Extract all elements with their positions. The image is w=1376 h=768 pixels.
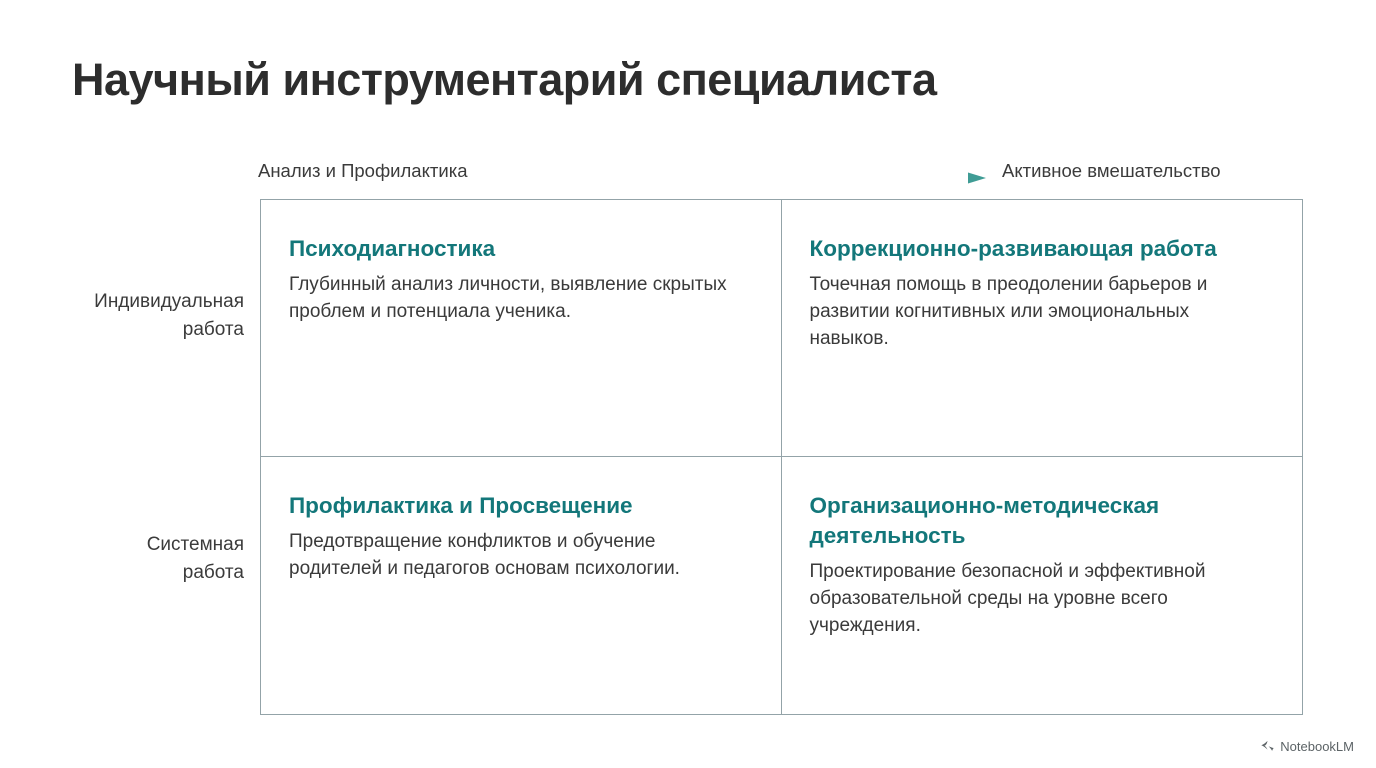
quadrant-body: Проектирование безопасной и эффективной образовательной среды на уровне всего учреждения.	[809, 561, 1206, 637]
arrow-right-icon	[560, 172, 986, 184]
page-title: Научный инструментарий специалиста	[72, 54, 937, 105]
brand-label: NotebookLM	[1280, 739, 1354, 754]
quadrant-title: Профилактика и Просвещение	[289, 493, 633, 518]
quadrant-cell-correctional-development	[782, 200, 1303, 457]
axis-row	[72, 160, 1304, 194]
quadrant-body: Предотвращение конфликтов и обучение родителей и педагогов основам психологии.	[289, 531, 680, 580]
row-label-systemic	[44, 531, 244, 586]
brand-footer	[1260, 739, 1354, 754]
quadrant-body: Глубинный анализ личности, выявление скрытых проблем и потенциала ученика.	[289, 274, 727, 323]
quadrant-body: Точечная помощь в преодолении барьеров и развитии когнитивных или эмоциональных навыков.	[809, 274, 1208, 350]
row-label-individual-line1: Индивидуальная	[94, 291, 244, 312]
axis-label-left: Анализ и Профилактика	[258, 160, 468, 181]
quadrant-cell-organizational-methodical	[782, 457, 1303, 714]
quadrant-cell-psychodiagnostics	[261, 200, 782, 457]
axis-label-right: Активное вмешательство	[1002, 160, 1221, 181]
quadrant-title: Коррекционно-развивающая работа	[809, 236, 1217, 261]
quadrant-matrix	[260, 199, 1303, 715]
row-label-systemic-line2: работа	[182, 561, 244, 583]
quadrant-cell-prevention-education	[261, 457, 782, 714]
row-label-systemic-line1: Системная	[146, 534, 244, 555]
quadrant-title: Организационно-методическая деятельность	[809, 493, 1160, 549]
row-label-individual-line2: работа	[182, 318, 244, 340]
notebooklm-logo-icon	[1260, 739, 1275, 754]
row-label-individual	[44, 288, 244, 343]
quadrant-title: Психодиагностика	[289, 236, 496, 261]
